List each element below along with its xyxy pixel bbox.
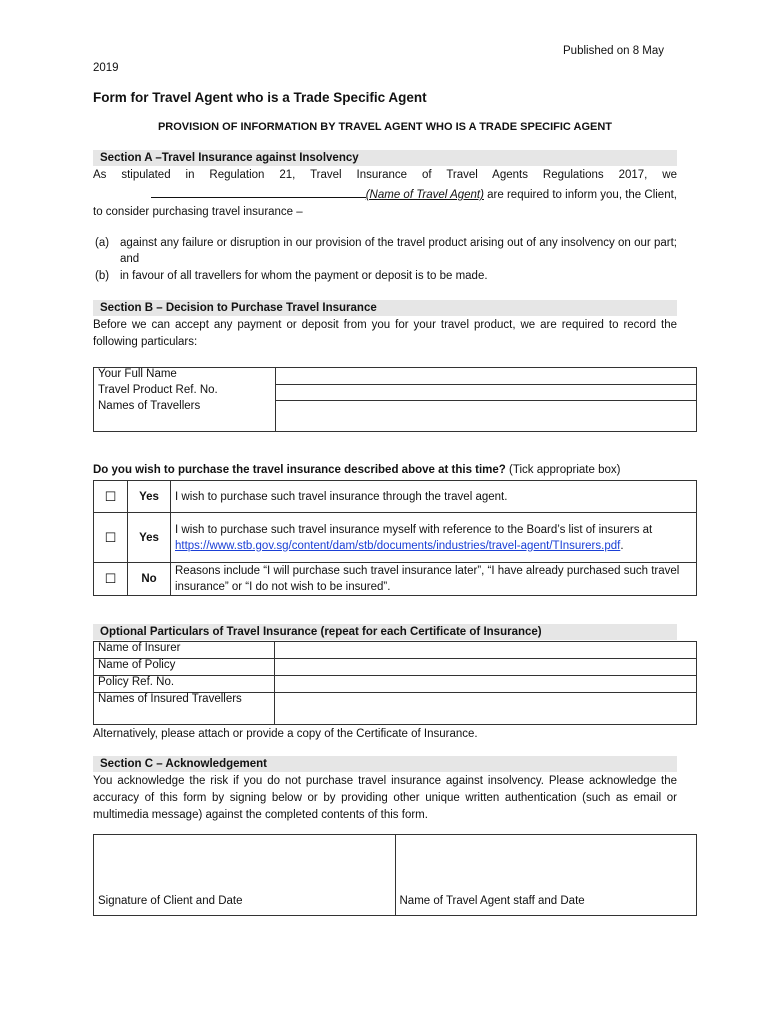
- optional-particulars-heading: Optional Particulars of Travel Insurance (repeat for each Certificate of Insurance): [93, 624, 677, 640]
- purchase-question-text: Do you wish to purchase the travel insurance described above at this time?: [93, 464, 506, 476]
- form-subtitle: PROVISION OF INFORMATION BY TRAVEL AGENT WHO IS A TRADE SPECIFIC AGENT: [157, 121, 613, 133]
- field-label-names-of-insured-travellers: Names of Insured Travellers: [94, 693, 275, 725]
- table-row: [94, 513, 697, 563]
- section-b-intro: Before we can accept any payment or deposit from you for your travel product, we are required to record the following particulars:: [93, 319, 677, 348]
- option-text-after: .: [620, 539, 624, 552]
- table-row: [94, 368, 697, 385]
- option-description: [171, 513, 697, 563]
- policy-ref-field[interactable]: [275, 676, 697, 693]
- client-signature-field[interactable]: Signature of Client and Date: [94, 835, 396, 916]
- table-row: [94, 563, 697, 596]
- names-of-insured-travellers-field[interactable]: [275, 693, 697, 725]
- agent-name-blank[interactable]: [151, 185, 366, 198]
- list-item: [95, 235, 677, 267]
- section-a-line2-rest: are required to inform you, the Client,: [483, 189, 677, 201]
- table-row: [94, 659, 697, 676]
- table-row: [94, 400, 697, 432]
- published-date-line2: 2019: [93, 62, 119, 74]
- published-date-line1: Published on 8 May: [563, 45, 665, 57]
- checkbox-yes-self[interactable]: ☐: [94, 513, 128, 563]
- option-description: Reasons include “I will purchase such travel insurance later”, “I have already purchased such travel insurance” or “I do not wish to be insured”.: [171, 563, 697, 596]
- list-item-text: in favour of all travellers for whom the payment or deposit is to be made.: [120, 270, 488, 282]
- insurers-list-link[interactable]: https://www.stb.gov.sg/content/dam/stb/documents/industries/travel-agent/TInsurers.pdf: [175, 539, 621, 552]
- travel-product-ref-field[interactable]: [276, 384, 697, 400]
- purchase-question-hint: (Tick appropriate box): [505, 464, 621, 476]
- table-row: [94, 676, 697, 693]
- purchase-question: [93, 462, 677, 479]
- purchase-options-table: [93, 480, 697, 596]
- table-row: [94, 481, 697, 513]
- field-label-travel-product-ref: Travel Product Ref. No.: [94, 384, 276, 400]
- field-label-full-name: Your Full Name: [94, 368, 276, 385]
- option-description: I wish to purchase such travel insurance through the travel agent.: [171, 481, 697, 513]
- option-label: Yes: [128, 481, 171, 513]
- form-title: Form for Travel Agent who is a Trade Specific Agent: [93, 90, 427, 105]
- section-a-heading: Section A –Travel Insurance against Insolvency: [93, 150, 677, 166]
- name-of-insurer-field[interactable]: [275, 642, 697, 659]
- checkbox-yes-agent[interactable]: ☐: [94, 481, 128, 513]
- table-row: [94, 384, 697, 400]
- name-of-policy-field[interactable]: [275, 659, 697, 676]
- section-c-heading: Section C – Acknowledgement: [93, 756, 677, 772]
- field-label-name-of-policy: Name of Policy: [94, 659, 275, 676]
- list-item-text: against any failure or disruption in our provision of the travel product arising out of any insolvency on our part; and: [120, 237, 677, 265]
- agent-name-label: (Name of Travel Agent): [365, 189, 484, 201]
- table-row: [94, 642, 697, 659]
- option-label: Yes: [128, 513, 171, 563]
- names-of-travellers-field[interactable]: [276, 400, 697, 432]
- table-row: [94, 693, 697, 725]
- list-marker: (b): [95, 270, 110, 282]
- field-label-name-of-insurer: Name of Insurer: [94, 642, 275, 659]
- particulars-table: [93, 367, 697, 432]
- section-b-heading: Section B – Decision to Purchase Travel Insurance: [93, 300, 677, 316]
- list-item: [95, 268, 677, 284]
- full-name-field[interactable]: [276, 368, 697, 385]
- section-a-line1: As stipulated in Regulation 21, Travel Insurance of Travel Agents Regulations 2017, we: [93, 169, 677, 181]
- signature-table: [93, 834, 697, 916]
- table-row: [94, 835, 697, 916]
- field-label-names-of-travellers: Names of Travellers: [94, 400, 276, 432]
- field-label-policy-ref: Policy Ref. No.: [94, 676, 275, 693]
- option-label: No: [128, 563, 171, 596]
- checkbox-no[interactable]: ☐: [94, 563, 128, 596]
- section-a-line3: to consider purchasing travel insurance –: [93, 206, 303, 218]
- certificate-note: Alternatively, please attach or provide a copy of the Certificate of Insurance.: [93, 728, 478, 740]
- option-text-before: I wish to purchase such travel insurance myself with reference to the Board’s list of insurers at: [175, 523, 653, 536]
- list-marker: (a): [95, 237, 110, 249]
- agent-signature-field[interactable]: Name of Travel Agent staff and Date: [395, 835, 697, 916]
- section-c-text: You acknowledge the risk if you do not purchase travel insurance against insolvency. Please acknowledge the accuracy of this form by signing below or by providing other unique written authentication (such as email or multimedia message) against the completed contents of this form.: [93, 775, 677, 821]
- optional-particulars-table: [93, 641, 697, 725]
- section-a-line2: [93, 185, 677, 204]
